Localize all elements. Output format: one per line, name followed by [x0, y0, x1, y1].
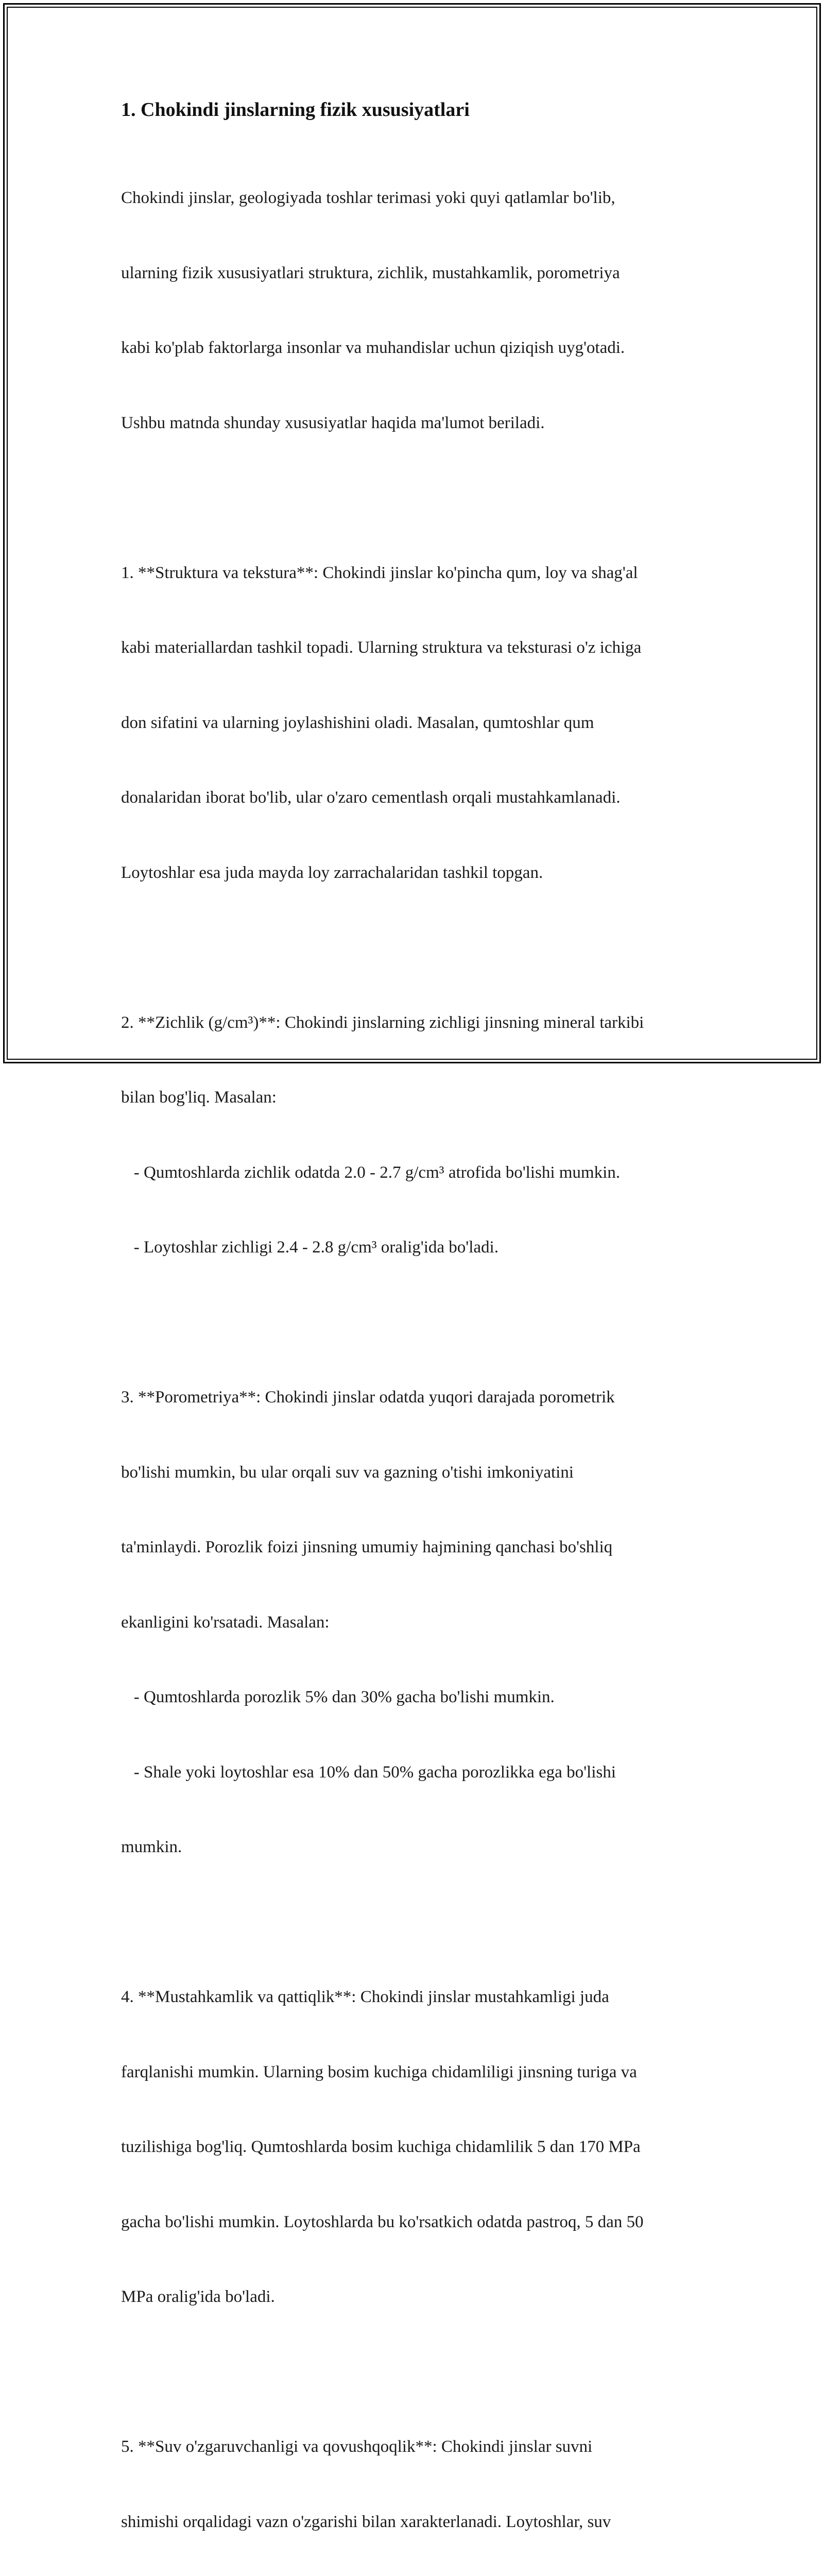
text-line: don sifatini va ularning joylashishini oladi. Masalan, qumtoshlar qum	[121, 713, 594, 732]
text-line: mumkin.	[121, 1838, 182, 1856]
text-line: donalaridan iborat bo'lib, ular o'zaro cementlash orqali mustahkamlanadi.	[121, 788, 621, 807]
text-line: - Shale yoki loytoshlar esa 10% dan 50% gacha porozlikka ega bo'lishi	[121, 1762, 616, 1782]
text-line: ta'minlaydi. Porozlik foizi jinsning umumiy hajmining qanchasi bo'shliq	[121, 1538, 613, 1556]
text-line: 4. **Mustahkamlik va qattiqlik**: Chokindi jinslar mustahkamligi juda	[121, 1988, 609, 2006]
text-line: Chokindi jinslar, geologiyada toshlar terimasi yoki quyi qatlamlar bo'lib,	[121, 189, 615, 207]
text-line: farqlanishi mumkin. Ularning bosim kuchiga chidamliligi jinsning turiga va	[121, 2062, 637, 2081]
text-line: bo'lishi mumkin, bu ular orqali suv va gazning o'tishi imkoniyatini	[121, 1463, 574, 1482]
text-line: gacha bo'lishi mumkin. Loytoshlarda bu ko'rsatkich odatda pastroq, 5 dan 50	[121, 2212, 644, 2231]
text-line: shimishi orqalidagi vazn o'zgarishi bilan xarakterlanadi. Loytoshlar, suv	[121, 2512, 611, 2531]
text-line: MPa oralig'ida bo'ladi.	[121, 2287, 275, 2306]
text-line: ularning fizik xususiyatlari struktura, zichlik, mustahkamlik, porometriya	[121, 263, 620, 282]
text-line: ekanligini ko'rsatadi. Masalan:	[121, 1613, 330, 1632]
paragraph-intro	[121, 135, 726, 485]
text-line: Loytoshlar esa juda mayda loy zarrachalaridan tashkil topgan.	[121, 863, 543, 882]
paragraph-strength	[121, 1935, 726, 2360]
document-title: 1. Chokindi jinslarning fizik xususiyatlari	[121, 99, 470, 121]
document-body	[121, 95, 726, 2576]
text-line: 3. **Porometriya**: Chokindi jinslar odatda yuqori darajada porometrik	[121, 1388, 615, 1406]
paragraph-porosity	[121, 1335, 726, 1910]
paragraph-water-viscosity	[121, 2384, 726, 2576]
text-line: 5. **Suv o'zgaruvchanligi va qovushqoqlik**: Chokindi jinslar suvni	[121, 2437, 593, 2456]
text-line: kabi materiallardan tashkil topadi. Ularning struktura va teksturasi o'z ichiga	[121, 638, 642, 657]
paragraph-structure	[121, 511, 726, 936]
paragraph-density	[121, 960, 726, 1310]
text-line: Ushbu matnda shunday xususiyatlar haqida ma'lumot beriladi.	[121, 413, 545, 432]
text-line: 1. **Struktura va tekstura**: Chokindi jinslar ko'pincha qum, loy va shag'al	[121, 563, 638, 582]
text-line: - Loytoshlar zichligi 2.4 - 2.8 g/cm³ oralig'ida bo'ladi.	[121, 1238, 499, 1257]
text-line: - Qumtoshlarda zichlik odatda 2.0 - 2.7 g/cm³ atrofida bo'lishi mumkin.	[121, 1163, 620, 1182]
text-line: - Qumtoshlarda porozlik 5% dan 30% gacha bo'lishi mumkin.	[121, 1688, 555, 1706]
text-line: bilan bog'liq. Masalan:	[121, 1088, 277, 1107]
text-line: 2. **Zichlik (g/cm³)**: Chokindi jinslarning zichligi jinsning mineral tarkibi	[121, 1013, 644, 1032]
text-line: kabi ko'plab faktorlarga insonlar va muhandislar uchun qiziqish uyg'otadi.	[121, 338, 625, 357]
text-line: tuzilishiga bog'liq. Qumtoshlarda bosim kuchiga chidamlilik 5 dan 170 MPa	[121, 2138, 641, 2156]
